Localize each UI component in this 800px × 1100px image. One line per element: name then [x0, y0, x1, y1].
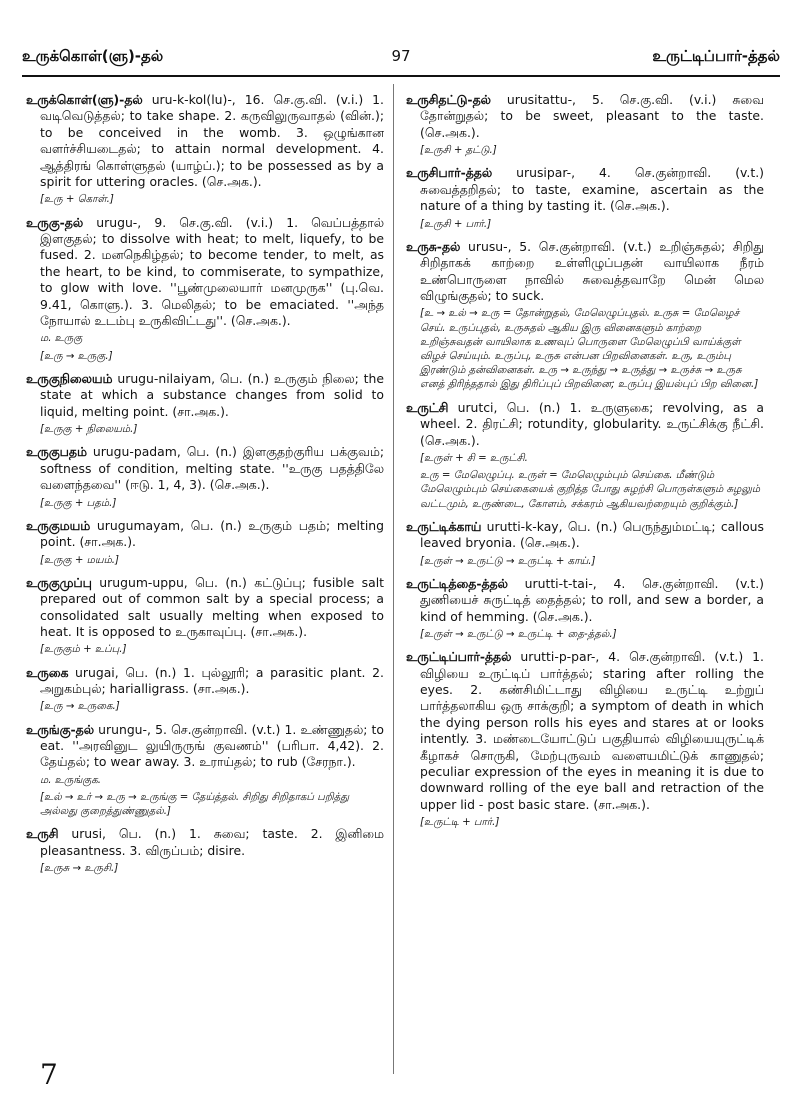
definition: urugu-padam, பெ. (n.) இளகுதற்குரிய பக்குவம்; softness of condition, melting state. ''உருகு பதத்திலே வளைந்தவை'' (ஈடு. 1, 4, 3). (செ.அக.).: [40, 444, 384, 493]
dictionary-entry: [406, 239, 764, 393]
dictionary-entry: [26, 444, 384, 510]
dictionary-entry: [26, 215, 384, 364]
headword: உருகுமுப்பு: [26, 574, 92, 590]
entry-text: [406, 92, 764, 141]
header-rule: [22, 75, 780, 77]
headword: உருட்டிக்காய்: [406, 518, 482, 534]
entry-text: [26, 826, 384, 859]
headword: உருசிபார்-த்தல்: [406, 165, 493, 181]
etymology-note: [உருள் → உருட்டு → உருட்டி + தை-த்தல்.]: [420, 628, 617, 640]
entry-text: [26, 215, 384, 330]
etymology-note: [உருள் + சி = உருட்சி.: [420, 452, 528, 464]
definition: urutci, பெ. (n.) 1. உருளுகை; revolving, as a wheel. 2. திரட்சி; rotundity, globularity. உருட்சிக்கு நீட்சி. (செ.அக.).: [420, 399, 764, 448]
dictionary-entry: [406, 519, 764, 569]
headword: உருக்கொள்(ளு)-தல்: [26, 92, 143, 107]
etymology-note: [உருகும் + உப்பு.]: [40, 644, 127, 656]
definition: urugum-uppu, பெ. (n.) கட்டுப்பு; fusible salt prepared out of common salt by a special process; a consolidated salt usually melting when exposed to heat. It is opposed to உருகாவுப்பு. (சா.அக.).: [40, 574, 384, 639]
dictionary-entry: [406, 576, 764, 642]
entry-text: [26, 371, 384, 420]
headword: உருட்சி: [406, 399, 449, 415]
definition: urusitattu-, 5. செ.கு.வி. (v.i.) சுவை தோன்றுதல்; to be sweet, pleasant to the taste. (செ.அக.).: [420, 92, 764, 140]
header-right-guideword: உருட்டிப்பார்-த்தல்: [652, 47, 780, 65]
headword: உருகுநிலையம்: [26, 370, 113, 386]
column-divider: [393, 84, 394, 1074]
definition: urugai, பெ. (n.) 1. புல்லூரி; a parasitic plant. 2. அறுகம்புல்; harialligrass. (சா.அக.).: [40, 664, 384, 696]
headword: உருட்டிப்பார்-த்தல்: [406, 649, 512, 665]
dictionary-entry: [26, 92, 384, 208]
entry-text: [26, 575, 384, 641]
dictionary-entry: [26, 518, 384, 568]
etymology-note: [உருசி + பார்.]: [420, 218, 492, 230]
entry-text: [26, 722, 384, 771]
entry-text: [26, 92, 384, 190]
etymology-note: [உரு + கொள்.]: [40, 194, 114, 206]
headword: உருசிதட்டு-தல்: [406, 92, 491, 107]
page-number: 97: [391, 47, 411, 65]
etymology-note: [உல் → உர் → உரு → உருங்கு = தேய்த்தல். சிறிது சிறிதாகப் பறித்து அல்லது குறைத்துண்ணுதல்.]: [40, 792, 350, 818]
etymology-note: [உருகு + பதம்.]: [40, 497, 117, 509]
etymology-note: ம. உருங்குக.: [40, 774, 102, 786]
entry-text: [406, 239, 764, 305]
dictionary-entry: [406, 649, 764, 830]
dictionary-entry: [406, 400, 764, 512]
dictionary-entry: [26, 371, 384, 437]
dictionary-entry: [26, 722, 384, 820]
left-column: [26, 92, 384, 1067]
headword: உருகுமயம்: [26, 517, 91, 533]
etymology-note: [உருகு + மயம்.]: [40, 554, 120, 566]
headword: உருகை: [26, 664, 69, 680]
definition: urutti-k-kay, பெ. (n.) பெருந்தும்மட்டி; callous leaved bryonia. (செ.அக.).: [420, 518, 764, 551]
headword: உருட்டித்தை-த்தல்: [406, 575, 508, 591]
headword: உருகு-தல்: [26, 214, 84, 230]
header-left-guideword: உருக்கொள்(ளு)-தல்: [22, 47, 164, 65]
etymology-note: [உருட்டி + பார்.]: [420, 817, 500, 829]
etymology-note: [உரு → உருகை.]: [40, 701, 120, 713]
entry-text: [406, 519, 764, 552]
etymology-note: [உருள் → உருட்டு → உருட்டி + காய்.]: [420, 555, 596, 567]
definition: urungu-, 5. செ.குன்றாவி. (v.t.) 1. உண்ணுதல்; to eat. ''அரவினுட லுயிருருங் குவணம்'' (பரிபா. 4,42). 2. தேய்தல்; to wear away. 3. உராய்தல்; to rub (சேரநா.).: [40, 721, 384, 770]
dictionary-entry: [26, 665, 384, 715]
right-column: [406, 92, 764, 1067]
dictionary-entry: [406, 92, 764, 158]
etymology-note: ம. உருகு: [40, 333, 83, 345]
entry-text: [406, 576, 764, 625]
headword: உருசி: [26, 826, 59, 842]
headword: உருசு-தல்: [406, 238, 461, 254]
definition: uru-k-kol(lu)-, 16. செ.கு.வி. (v.i.) 1. வடிவெடுத்தல்; to take shape. 2. கருவிலுருவாதல் (வின்.); to be conceived in the womb. 3. ஒழுங்கான வளர்ச்சியடைதல்; to attain normal development. 4. ஆத்திரங் கொள்ளுதல் (யாழ்ப்.); to be possessed as by a spirit for uttering oracles. (செ.அக.).: [40, 92, 384, 190]
headword: உருகுபதம்: [26, 444, 87, 460]
definition: urutti-p-par-, 4. செ.குன்றாவி. (v.t.) 1. விழியை உருட்டிப் பார்த்தல்; staring after rolling the eyes. 2. கண்சிமிட்டாது விழியை உருட்டி உற்றுப் பார்த்தலாகிய ஒரு சாக்குறி; a symptom of death in which the dying person rolls his eyes and stares at or looks intently. 3. மண்டையோட்டுப் பகுதியால் விழியையுருட்டிக் கீழாகச் சொருகி, மேற்புருவம் வளையமிட்டுக் காணுதல்; peculiar expression of the eyes in meaning it is due to downward rolling of the eye ball and retraction of the upper lid - post basic stare. (சா.அக.).: [420, 649, 764, 812]
dictionary-entry: [26, 826, 384, 876]
definition: urusu-, 5. செ.குன்றாவி. (v.t.) உறிஞ்சுதல்; சிறிது சிறிதாகக் காற்றை உள்ளிழுப்பதன் வாயிலாக நீரம் உண்பொருளை நாவில் சுவைத்தவாறே மென் மெல விழுங்குதல்; to suck.: [420, 238, 764, 304]
definition: urusipar-, 4. செ.குன்றாவி. (v.t.) சுவைத்தறிதல்; to taste, examine, ascertain as the nature of a thing by tasting it. (செ.அக.).: [420, 165, 764, 214]
footer-mark: 7: [40, 1058, 58, 1091]
running-header: [22, 47, 780, 73]
definition: urutti-t-tai-, 4. செ.குன்றாவி. (v.t.) துணியைச் சுருட்டித் தைத்தல்; to roll, and sew a border, a kind of hemming. (செ.அக.).: [420, 575, 764, 624]
entry-text: [26, 665, 384, 698]
entry-text: [26, 444, 384, 493]
headword: உருங்கு-தல்: [26, 721, 95, 737]
dictionary-entry: [26, 575, 384, 658]
definition: urugu-nilaiyam, பெ. (n.) உருகும் நிலை; the state at which a substance changes from solid to liquid, melting point. (சா.அக.).: [40, 370, 384, 419]
entry-text: [406, 400, 764, 449]
etymology-note: [உருசு → உருசி.]: [40, 863, 119, 875]
definition: urusi, பெ. (n.) 1. சுவை; taste. 2. இனிமை pleasantness. 3. விருப்பம்; disire.: [40, 826, 384, 858]
entry-text: [406, 649, 764, 813]
etymology-note: உரு = மேலெழுப்பு. உருள் = மேலெழும்பும் செய்கை. மீண்டும் மேலெழும்பும் செய்கையைக் குறித்த போது சுழற்சி பொருள்களும் சுழலும் வட்டமும், உருண்டை, கோளம், சக்கரம் ஆகியவற்றையும் குறிக்கும்.]: [420, 470, 761, 510]
definition: urugu-, 9. செ.கு.வி. (v.i.) 1. வெப்பத்தால் இளகுதல்; to dissolve with heat; to melt, liquefy, to be fused. 2. மனநெகிழ்தல்; to become tender, to melt, as the heart, to be kind, to commiserate, to sympathize, to glow with love. ''பூண்முலையார் மனமுருக'' (பு.வெ. 9.41, கொளு.). 3. மெலிதல்; to be emaciated. ''அந்த நோயால் உடம்பு உருகிவிட்டது''. (செ.அக.).: [40, 214, 384, 329]
etymology-note: [உருகு + நிலையம்.]: [40, 424, 138, 436]
entry-text: [26, 518, 384, 551]
etymology-note: [உரு → உருகு.]: [40, 350, 113, 362]
etymology-note: [உருசி + தட்டு.]: [420, 145, 497, 157]
dictionary-entry: [406, 165, 764, 231]
etymology-note: [உ → உல் → உரு = தோன்றுதல், மேலெழுப்புதல். உருசு = மேலெழச் செய். உருப்புதல், உருசுதல் ஆகிய இரு வினைகளும் காற்றை உறிஞ்சுவதன் வாயிலாக உணவுப் பொருளை மேலெழுப்பி வாய்க்குள் விழச் செய்யும். உருப்பு, உருசு என்பன பிறவினைகள். உரு, உரும்பு இரண்டும் தன்வினைகள். உரு → உருந்து → உருத்து → உருச்சு → உருசு எனத் திரிந்ததால் இது திரிப்புப் பிறவினை; உருப்பு இயல்புப் பிற வினை.]: [420, 308, 759, 391]
entry-text: [406, 165, 764, 214]
definition: urugumayam, பெ. (n.) உருகும் பதம்; melting point. (சா.அக.).: [40, 517, 384, 550]
